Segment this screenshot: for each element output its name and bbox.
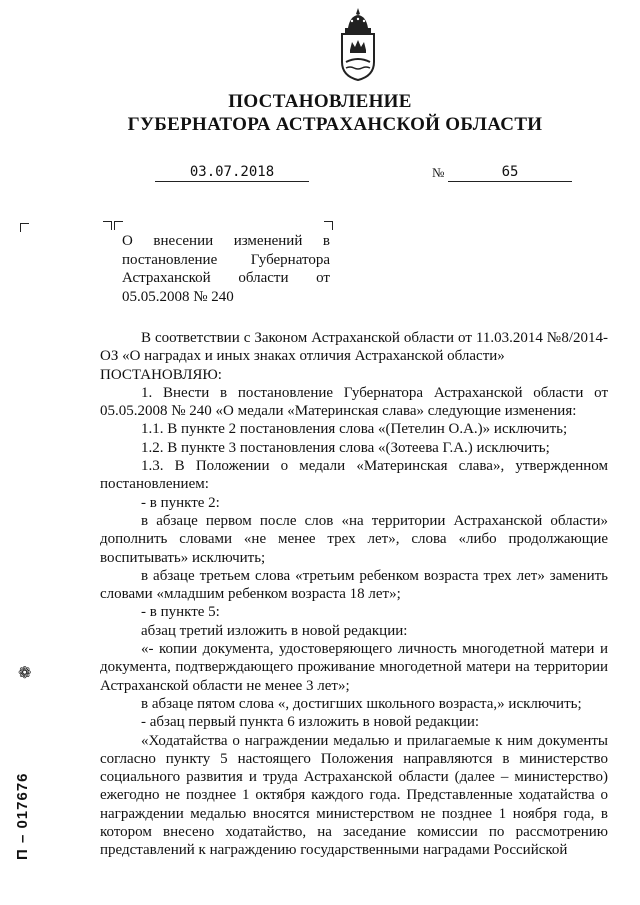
number-sign: № <box>432 165 445 180</box>
margin-corner-mark <box>20 223 29 232</box>
document-title <box>0 90 640 136</box>
body-paragraph: «Ходатайства о награждении медалью и прилагаемые к ним документы согласно пункту 5 настоящего Положения направляются в министерство социального развития и труда Астраханской области (далее – министерство) ежегодно не позднее 1 октября каждого года. Представленные ходатайства о награждении медалью вносятся министерством не позднее 1 ноября года, в котором внесено ходатайство, на заседание комиссии по рассмотрению представлений к награждению государственными наградами Российской <box>100 732 608 859</box>
body-paragraph: ПОСТАНОВЛЯЮ: <box>100 366 222 383</box>
subject-bracket-left-a <box>103 221 112 230</box>
document-number: 65 <box>448 163 572 182</box>
document-body <box>100 329 608 860</box>
coat-of-arms-icon <box>332 6 384 82</box>
subject-line: постановление Губернатора <box>122 251 330 268</box>
body-paragraph: 1.1. В пункте 2 постановления слова «(Петелин О.А.)» исключить; <box>141 421 568 438</box>
document-date: 03.07.2018 <box>155 163 309 182</box>
body-paragraph: - в пункте 5: <box>141 604 220 621</box>
body-paragraph: «- копии документа, удостоверяющего личность многодетной матери и документа, подтверждающего проживание многодетной матери на территории Астраханской области не менее 3 лет»; <box>100 641 608 694</box>
ornament-icon: ❁ <box>18 665 32 682</box>
form-serial-number: П – 017676 <box>14 772 31 860</box>
subject-bracket-left-b <box>114 221 123 230</box>
body-paragraph: 1. Внести в постановление Губернатора Астраханской области от 05.05.2008 № 240 «О медали «Материнская слава» следующие изменения: <box>100 384 608 420</box>
body-paragraph: - абзац первый пункта 6 изложить в новой редакции: <box>141 714 480 731</box>
document-subject <box>122 232 330 306</box>
subject-line: О внесении изменений в <box>122 233 330 249</box>
body-paragraph: в абзаце третьем слова «третьим ребенком возраста трех лет» заменить словами «младшим ребенком возраста 18 лет»; <box>100 567 608 603</box>
body-paragraph: абзац третий изложить в новой редакции: <box>141 622 408 639</box>
body-paragraph: В соответствии с Законом Астраханской области от 11.03.2014 №8/2014-ОЗ «О наградах и иных знаках отличия Астраханской области» <box>100 330 608 365</box>
body-paragraph: 1.2. В пункте 3 постановления слова «(Зотеева Г.А.) исключить; <box>141 439 550 456</box>
body-paragraph: в абзаце пятом слова «, достигших школьного возраста,» исключить; <box>141 695 582 712</box>
subject-bracket-right <box>324 221 333 230</box>
subject-line: 05.05.2008 № 240 <box>122 288 234 305</box>
title-line-2: ГУБЕРНАТОРА АСТРАХАНСКОЙ ОБЛАСТИ <box>127 114 543 135</box>
body-paragraph: - в пункте 2: <box>141 494 220 511</box>
body-paragraph: в абзаце первом после слов «на территории Астраханской области» дополнить словами «не менее трех лет», слова «либо продолжающие воспитывать» исключить; <box>100 512 608 566</box>
subject-line: Астраханской области от <box>122 270 330 286</box>
body-paragraph: 1.3. В Положении о медали «Материнская слава», утвержденном постановлением: <box>100 458 608 493</box>
title-line-1: ПОСТАНОВЛЕНИЕ <box>228 91 412 112</box>
